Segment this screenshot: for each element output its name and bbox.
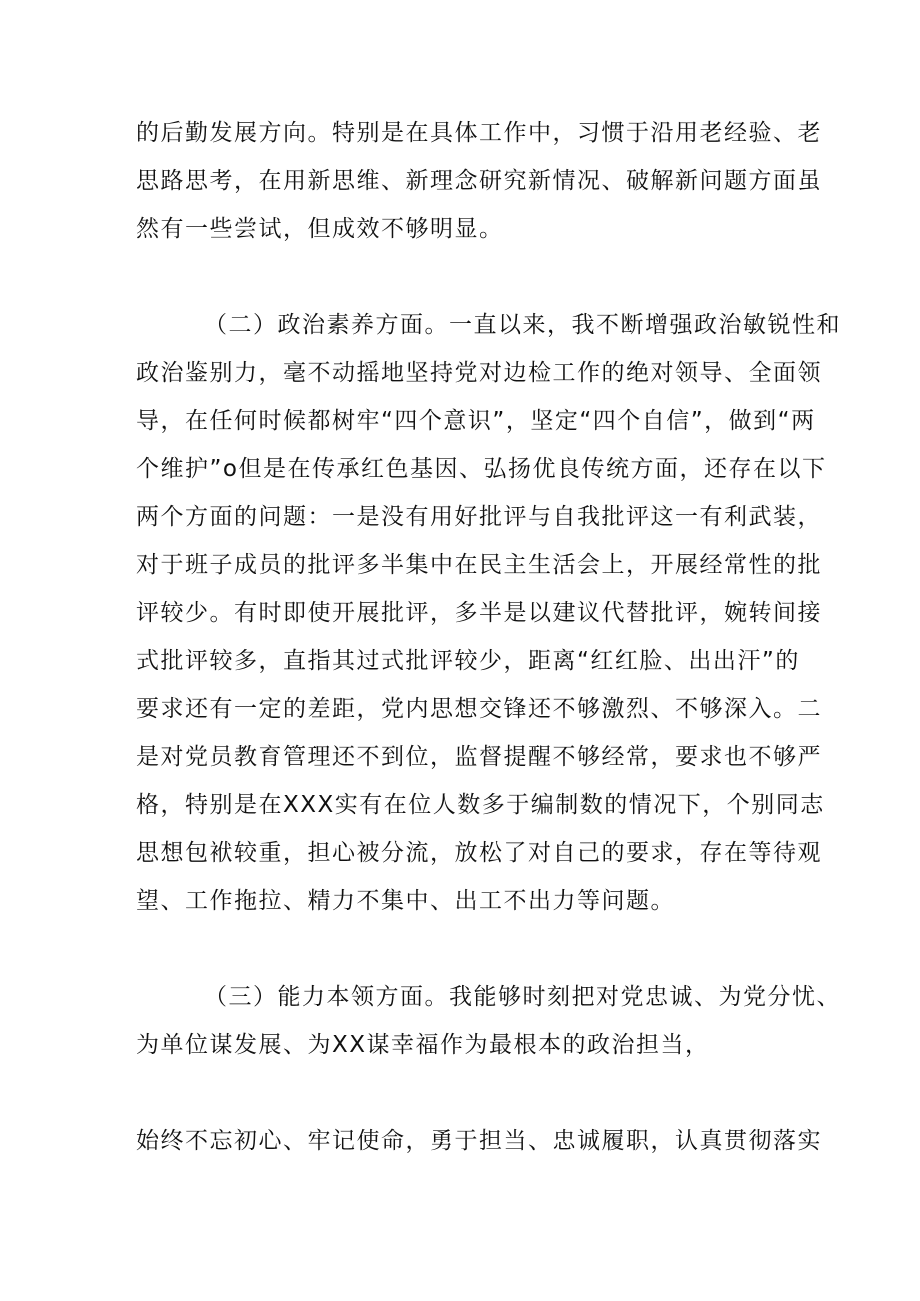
paragraph-line: 政治鉴别力，毫不动摇地坚持党对边检工作的绝对领导、全面领	[136, 360, 822, 386]
paragraph-line: 格，特别是在XXX实有在位人数多于编制数的情况下，个别同志	[136, 792, 825, 818]
paragraph-line: 导，在任何时候都树牢“四个意识”，坚定“四个自信”，做到“两	[136, 408, 816, 434]
paragraph-line: 个维护”o但是在传承红色基因、弘扬优良传统方面，还存在以下	[136, 456, 827, 482]
paragraph-line: 望、工作拖拉、精力不集中、出工不出力等问题。	[136, 888, 675, 914]
paragraph-line: 对于班子成员的批评多半集中在民主生活会上，开展经常性的批	[136, 552, 822, 578]
paragraph-line: 思想包袱较重，担心被分流，放松了对自己的要求，存在等待观	[136, 840, 822, 866]
paragraph-line: 的后勤发展方向。特别是在具体工作中，习惯于沿用老经验、老	[136, 120, 822, 146]
paragraph-line: 要求还有一定的差距，党内思想交锋还不够激烈、不够深入。二	[136, 696, 822, 722]
section-heading-line: （三）能力本领方面。我能够时刻把对党忠诚、为党分忧、	[204, 984, 841, 1010]
paragraph-line: 然有一些尝试，但成效不够明显。	[136, 216, 504, 242]
paragraph-line: 始终不忘初心、牢记使命，勇于担当、忠诚履职，认真贯彻落实	[136, 1128, 822, 1154]
paragraph-line: 是对党员教育管理还不到位，监督提醒不够经常，要求也不够严	[136, 744, 822, 770]
paragraph-line: 式批评较多，直指其过式批评较少，距离“红红脸、出出汗”的	[136, 648, 800, 674]
paragraph-line: 评较少。有时即使开展批评，多半是以建议代替批评，婉转间接	[136, 600, 822, 626]
paragraph-line: 思路思考，在用新思维、新理念研究新情况、破解新问题方面虽	[136, 168, 822, 194]
paragraph-line: 为单位谋发展、为XX谋幸福作为最根本的政治担当，	[136, 1032, 710, 1058]
paragraph-line: 两个方面的问题：一是没有用好批评与自我批评这一有利武装，	[136, 504, 822, 530]
section-heading-line: （二）政治素养方面。一直以来，我不断增强政治敏锐性和	[204, 312, 841, 338]
